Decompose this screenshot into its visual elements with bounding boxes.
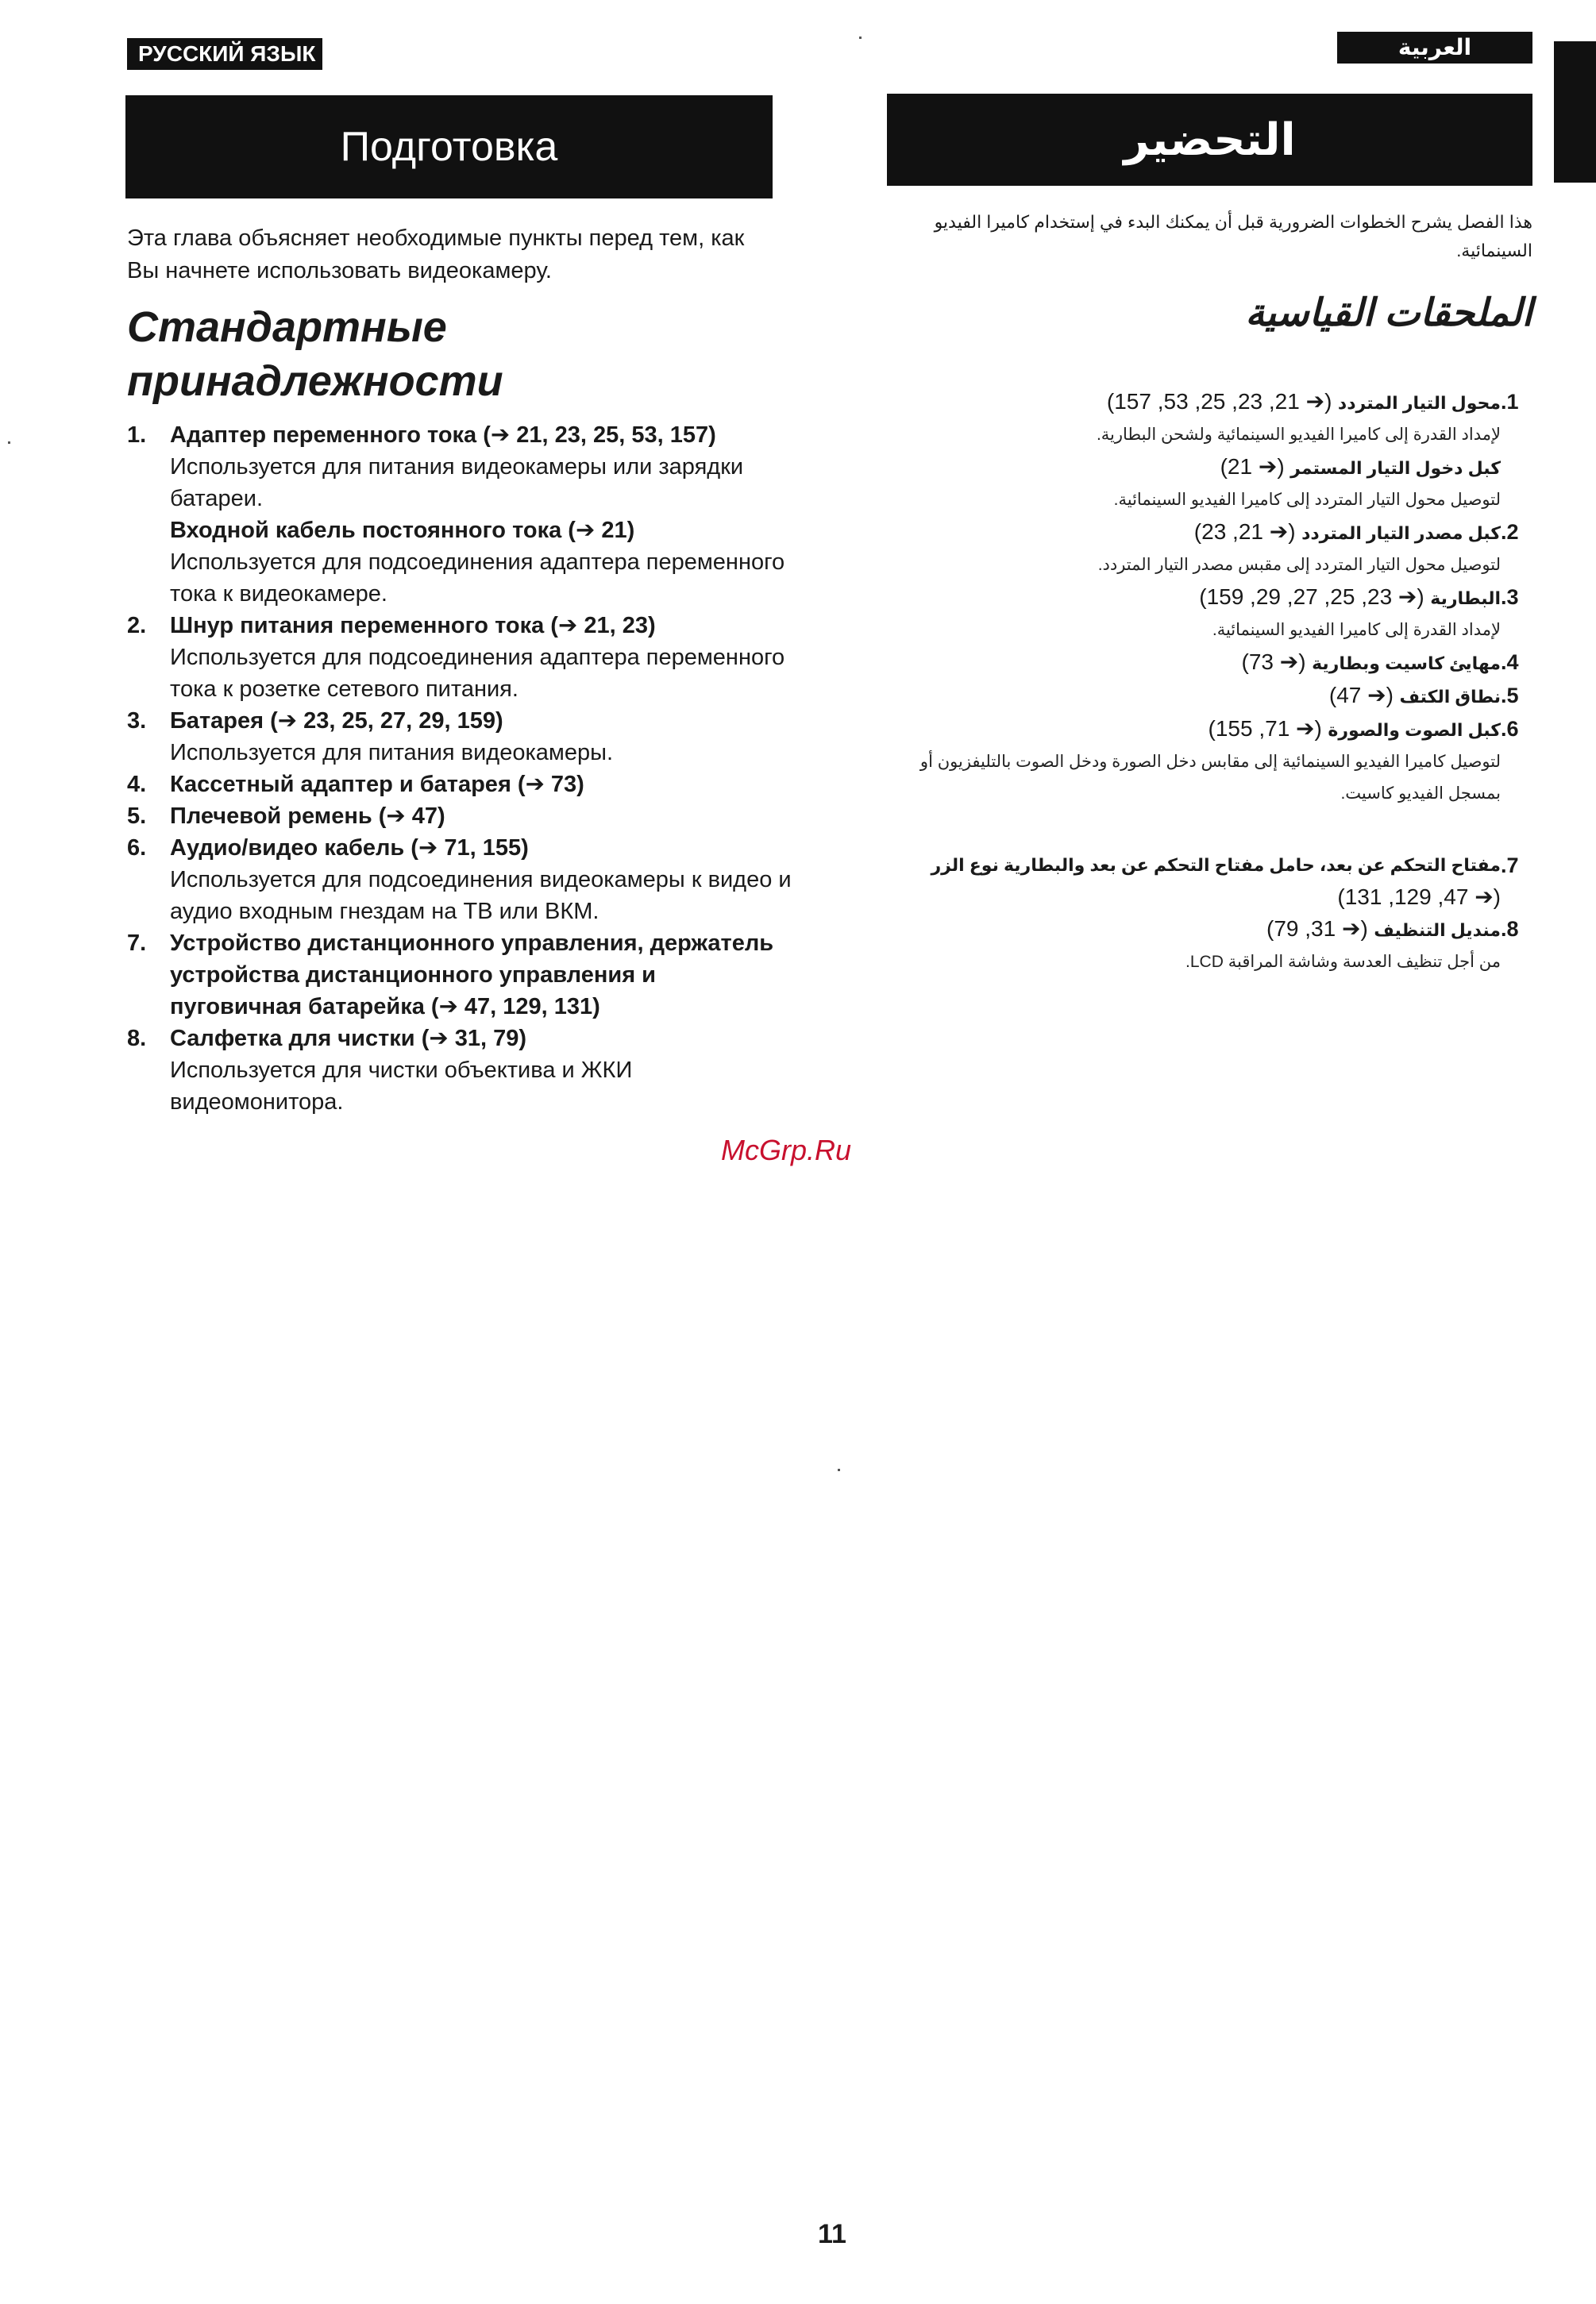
item-title: البطارية	[1430, 588, 1501, 608]
item-description: Используется для подсоединения адаптера переменного тока к видеокамере.	[170, 549, 785, 607]
item-title: مهايئ كاسيت وبطارية	[1312, 653, 1501, 673]
accessory-list-russian	[127, 419, 794, 1118]
item-reference: (➔ 47, 129, 131)	[1337, 884, 1501, 909]
item-title: محول التيار المتردد	[1337, 393, 1501, 413]
list-item	[127, 705, 794, 769]
list-item	[127, 419, 794, 610]
item-number: 8.	[127, 1026, 147, 1051]
item-description: لإمداد القدرة إلى كاميرا الفيديو السينمائية ولشحن البطارية.	[1096, 426, 1501, 444]
list-item	[127, 1023, 794, 1118]
item-description: من أجل تنظيف العدسة وشاشة المراقبة LCD.	[1185, 953, 1501, 971]
list-item	[127, 769, 794, 800]
item-reference: (➔ 21, 23)	[1193, 519, 1296, 544]
scan-speck	[838, 1469, 840, 1471]
language-tag-russian: РУССКИЙ ЯЗЫК	[127, 38, 322, 70]
section-title-text: Подготовка	[340, 124, 558, 170]
item-description: Используется для подсоединения видеокамеры к видео и аудио входным гнездам на ТВ или ВКМ.	[170, 867, 792, 924]
heading-arabic: الملحقات القياسية	[1245, 292, 1532, 334]
item-title: كبل دخول التيار المستمر	[1290, 458, 1501, 478]
item-number: .5	[1501, 684, 1519, 707]
item-title: Батарея (➔ 23, 25, 27, 29, 159)	[170, 708, 503, 734]
heading-russian: Стандартные принадлежности	[127, 303, 503, 405]
item-reference: (➔ 23, 25, 27, 29, 159)	[1199, 584, 1424, 609]
item-number: .1	[1501, 390, 1519, 414]
list-item	[887, 581, 1532, 646]
item-description: لتوصيل كاميرا الفيديو السينمائية إلى مقابس دخل الصورة ودخل الصوت بالتليفزيون أو بمسجل الفيديو كاسيت.	[919, 753, 1501, 803]
item-title: Плечевой ремень (➔ 47)	[170, 803, 445, 829]
scan-speck	[8, 441, 10, 444]
item-title: Аудио/видео кабель (➔ 71, 155)	[170, 835, 529, 861]
item-number: .2	[1501, 520, 1519, 544]
item-number: 6.	[127, 835, 147, 861]
item-reference: (➔ 21)	[1220, 454, 1285, 479]
item-reference: (➔ 47)	[1328, 683, 1394, 707]
page-number: 11	[818, 2219, 846, 2249]
list-item	[887, 386, 1532, 516]
item-description: لتوصيل محول التيار المتردد إلى كاميرا الفيديو السينمائية.	[1113, 491, 1501, 509]
item-title: Шнур питания переменного тока (➔ 21, 23)	[170, 613, 656, 638]
item-number: 7.	[127, 930, 147, 956]
list-item	[887, 713, 1532, 810]
language-tag-arabic: العربية	[1337, 32, 1532, 64]
item-number: .4	[1501, 650, 1519, 674]
item-description: لإمداد القدرة إلى كاميرا الفيديو السينمائية.	[1212, 621, 1501, 639]
item-title: Входной кабель постоянного тока (➔ 21)	[170, 518, 635, 543]
list-item	[127, 800, 794, 832]
item-number: 5.	[127, 803, 147, 829]
item-number: 3.	[127, 708, 147, 734]
item-number: .8	[1501, 917, 1519, 941]
item-title: كبل مصدر التيار المتردد	[1301, 523, 1501, 543]
item-description: Используется для питания видеокамеры или зарядки батареи.	[170, 454, 744, 511]
list-item	[887, 646, 1532, 680]
item-reference: (➔ 31, 79)	[1266, 916, 1368, 941]
item-reference: (➔ 71, 155)	[1208, 716, 1322, 741]
accessory-list-arabic	[887, 386, 1532, 978]
item-reference: (➔ 21, 23, 25, 53, 157)	[1106, 389, 1332, 414]
item-number: .7	[1501, 853, 1519, 877]
intro-paragraph-arabic: هذا الفصل يشرح الخطوات الضرورية قبل أن يمكنك البدء في إستخدام كاميرا الفيديو السينمائية.	[934, 212, 1532, 260]
item-number: 4.	[127, 772, 147, 797]
item-title: منديل التنظيف	[1374, 920, 1501, 940]
item-number: 1.	[127, 422, 147, 448]
list-item	[127, 610, 794, 705]
item-description: Используется для питания видеокамеры.	[170, 740, 613, 765]
item-number: 2.	[127, 613, 147, 638]
list-item	[887, 516, 1532, 581]
item-title: Адаптер переменного тока (➔ 21, 23, 25, 53, 157)	[170, 422, 716, 448]
item-description: لتوصيل محول التيار المتردد إلى مقبس مصدر التيار المتردد.	[1097, 556, 1501, 574]
item-title: Салфетка для чистки (➔ 31, 79)	[170, 1026, 526, 1051]
list-item	[887, 913, 1532, 978]
item-number: .3	[1501, 585, 1519, 609]
list-item	[887, 850, 1532, 913]
list-item	[127, 832, 794, 927]
item-description: Используется для подсоединения адаптера переменного тока к розетке сетевого питания.	[170, 645, 785, 702]
watermark-text: McGrp.Ru	[721, 1134, 852, 1166]
item-title: كبل الصوت والصورة	[1328, 720, 1501, 740]
item-title: Кассетный адаптер и батарея (➔ 73)	[170, 772, 584, 797]
side-tab-marker	[1554, 41, 1596, 183]
item-reference: (➔ 73)	[1241, 649, 1306, 674]
intro-paragraph-russian: Эта глава объясняет необходимые пункты перед тем, как Вы начнете использовать видеокамеру.	[127, 225, 745, 283]
list-item	[127, 927, 794, 1023]
item-title: نطاق الكتف	[1399, 687, 1501, 707]
item-title: مفتاح التحكم عن بعد، حامل مفتاح التحكم عن بعد والبطارية نوع الزر	[931, 855, 1501, 875]
item-number: .6	[1501, 717, 1519, 741]
scan-speck	[859, 37, 862, 39]
item-title: Устройство дистанционного управления, держатель устройства дистанционного управления и пуговичная батарейка (➔ 47, 129, 131)	[170, 930, 774, 1019]
item-description: Используется для чистки объектива и ЖКИ видеомонитора.	[170, 1058, 633, 1115]
section-title-arabic	[887, 94, 1532, 186]
section-title-russian	[125, 95, 773, 198]
list-item	[887, 680, 1532, 713]
section-title-text: التحضير	[1124, 114, 1296, 164]
